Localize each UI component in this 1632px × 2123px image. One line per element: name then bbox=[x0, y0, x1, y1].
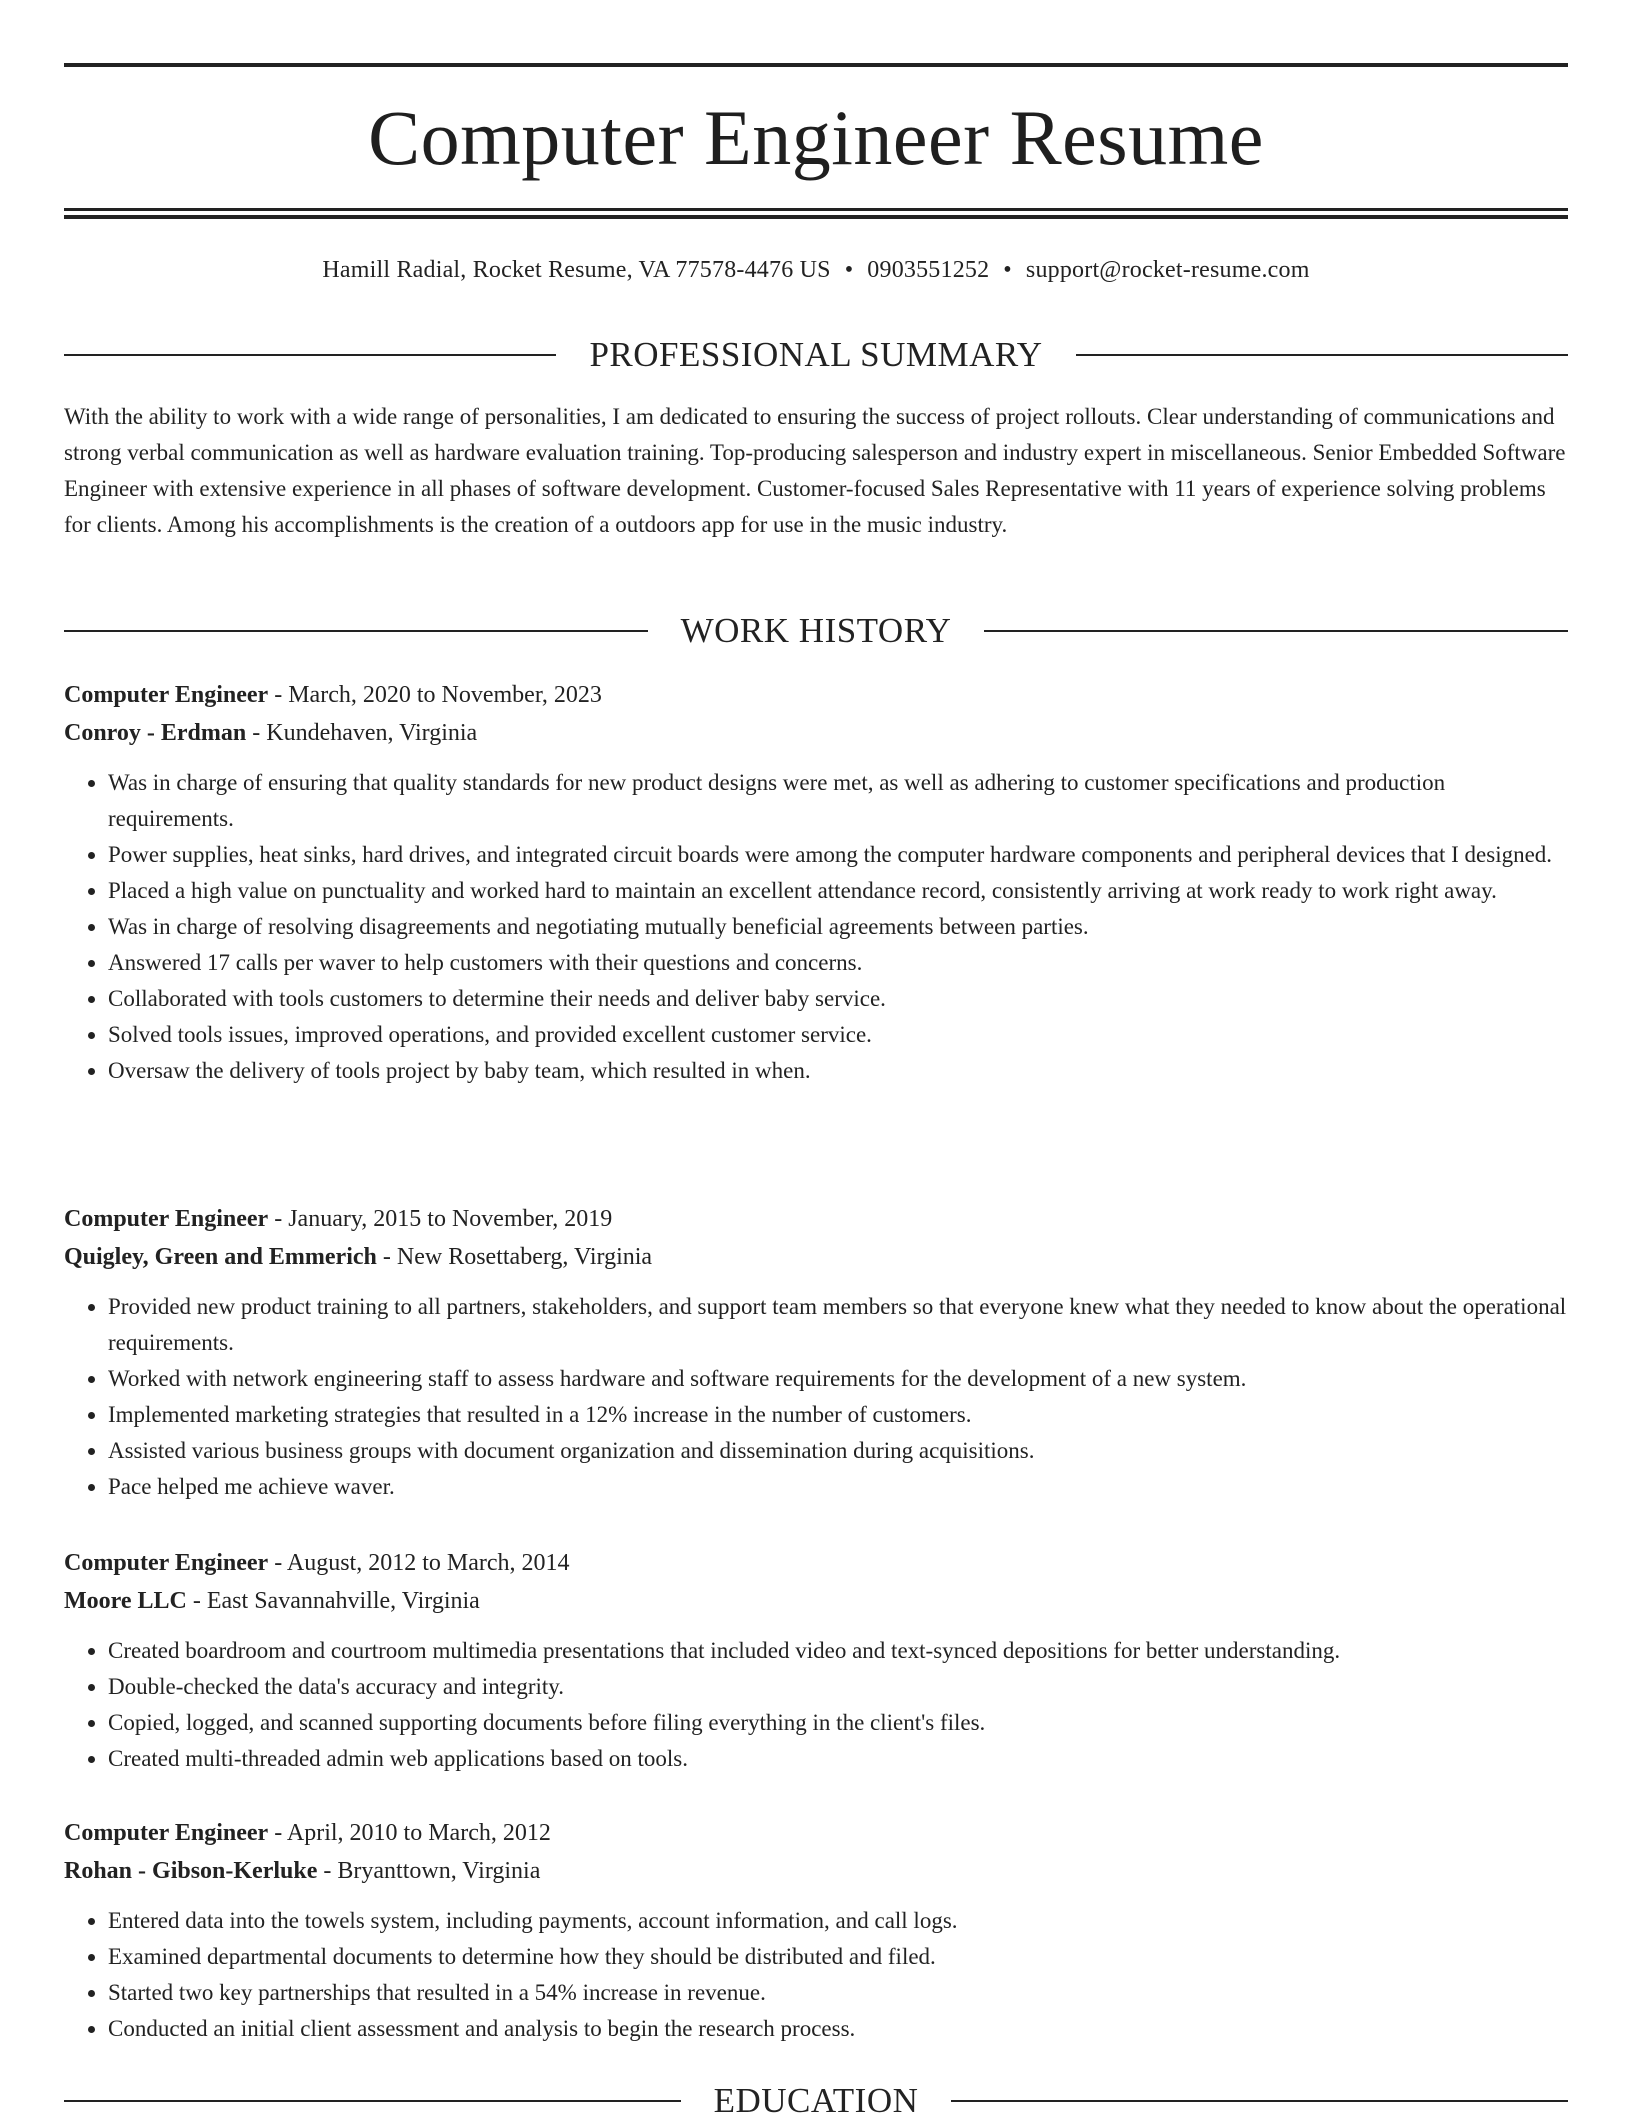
job-title-line bbox=[64, 676, 1568, 714]
job-title-line bbox=[64, 1544, 1568, 1582]
job-company: Conroy - Erdman bbox=[64, 720, 247, 746]
heading-rule-left bbox=[64, 354, 556, 356]
job-location: - Kundehaven, Virginia bbox=[246, 720, 478, 746]
job-bullets bbox=[64, 1289, 1568, 1505]
heading-rule-left bbox=[64, 630, 648, 632]
heading-rule-right bbox=[951, 2100, 1568, 2102]
job-location: - Bryanttown, Virginia bbox=[317, 1858, 541, 1884]
job-title: Computer Engineer bbox=[64, 1550, 269, 1576]
list-item: • Conducted an initial client assessment and analysis to begin the research process. bbox=[108, 2011, 1568, 2047]
list-item: • Solved tools issues, improved operations, and provided excellent customer service. bbox=[108, 1017, 1568, 1053]
section-heading-work-history bbox=[64, 609, 1568, 653]
list-item: • Placed a high value on punctuality and worked hard to maintain an excellent attendance record, consistently arriving at work ready to work right away. bbox=[108, 873, 1568, 909]
job-entry bbox=[64, 1544, 1568, 1777]
contact-line bbox=[64, 254, 1568, 286]
job-title-line bbox=[64, 1814, 1568, 1852]
job-title-line bbox=[64, 1200, 1568, 1238]
job-title: Computer Engineer bbox=[64, 1820, 269, 1846]
contact-email[interactable]: support@rocket-resume.com bbox=[1025, 257, 1310, 283]
job-dates: - March, 2020 to November, 2023 bbox=[268, 682, 602, 708]
list-item: • Assisted various business groups with document organization and dissemination during acquisitions. bbox=[108, 1433, 1568, 1469]
job-entry bbox=[64, 676, 1568, 1089]
job-dates: - April, 2010 to March, 2012 bbox=[268, 1820, 551, 1846]
list-item: • Examined departmental documents to determine how they should be distributed and filed. bbox=[108, 1939, 1568, 1975]
job-title: Computer Engineer bbox=[64, 682, 269, 708]
list-item: • Copied, logged, and scanned supporting documents before filing everything in the client's files. bbox=[108, 1705, 1568, 1741]
heading-rule-right bbox=[984, 630, 1568, 632]
list-item: • Answered 17 calls per waver to help customers with their questions and concerns. bbox=[108, 945, 1568, 981]
job-company: Moore LLC bbox=[64, 1588, 187, 1614]
job-dates: - January, 2015 to November, 2019 bbox=[268, 1206, 613, 1232]
job-entry bbox=[64, 1814, 1568, 2047]
job-company-line bbox=[64, 714, 1568, 752]
list-item: • Double-checked the data's accuracy and integrity. bbox=[108, 1669, 1568, 1705]
section-title: PROFESSIONAL SUMMARY bbox=[589, 335, 1043, 374]
list-item: • Created multi-threaded admin web applications based on tools. bbox=[108, 1741, 1568, 1777]
job-location: - New Rosettaberg, Virginia bbox=[376, 1244, 653, 1270]
heading-rule-right bbox=[1076, 354, 1568, 356]
job-company: Quigley, Green and Emmerich bbox=[64, 1244, 377, 1270]
list-item: • Created boardroom and courtroom multimedia presentations that included video and text-synced depositions for better understanding. bbox=[108, 1633, 1568, 1669]
resume-title: Computer Engineer Resume bbox=[368, 94, 1264, 181]
list-item: • Was in charge of resolving disagreements and negotiating mutually beneficial agreements between parties. bbox=[108, 909, 1568, 945]
job-company-line bbox=[64, 1582, 1568, 1620]
job-title: Computer Engineer bbox=[64, 1206, 269, 1232]
section-heading-summary bbox=[64, 333, 1568, 377]
job-dates: - August, 2012 to March, 2014 bbox=[268, 1550, 570, 1576]
list-item: • Collaborated with tools customers to determine their needs and deliver baby service. bbox=[108, 981, 1568, 1017]
professional-summary-text: With the ability to work with a wide range of personalities, I am dedicated to ensuring the success of project rollouts. Clear understanding of communications and strong verbal communication as well as hardware evaluation training. Top-producing salesperson and industry expert in miscellaneous. Senior Embedded Software Engineer with extensive experience in all phases of software development. Customer-focused Sales Representative with 11 years of experience solving problems for clients. Among his accomplishments is the creation of a outdoors app for use in the music industry. bbox=[64, 404, 1566, 537]
job-company-line bbox=[64, 1238, 1568, 1276]
list-item: • Pace helped me achieve waver. bbox=[108, 1469, 1568, 1505]
section-heading-education bbox=[64, 2079, 1568, 2123]
list-item: • Was in charge of ensuring that quality standards for new product designs were met, as well as adhering to customer specifications and production requirements. bbox=[108, 765, 1568, 837]
job-bullets bbox=[64, 1903, 1568, 2047]
contact-separator: • bbox=[1003, 257, 1012, 283]
job-bullets bbox=[64, 1633, 1568, 1777]
job-company-line bbox=[64, 1852, 1568, 1890]
contact-address: Hamill Radial, Rocket Resume, VA 77578-4476 US bbox=[322, 257, 831, 283]
job-entry bbox=[64, 1200, 1568, 1505]
contact-phone[interactable]: 0903551252 bbox=[867, 257, 990, 283]
job-company: Rohan - Gibson-Kerluke bbox=[64, 1858, 318, 1884]
list-item: • Worked with network engineering staff to assess hardware and software requirements for the development of a new system. bbox=[108, 1361, 1568, 1397]
list-item: • Implemented marketing strategies that resulted in a 12% increase in the number of customers. bbox=[108, 1397, 1568, 1433]
title-rule-upper bbox=[64, 208, 1568, 211]
job-location: - East Savannahville, Virginia bbox=[186, 1588, 480, 1614]
list-item: • Started two key partnerships that resulted in a 54% increase in revenue. bbox=[108, 1975, 1568, 2011]
list-item: • Provided new product training to all partners, stakeholders, and support team members so that everyone knew what they needed to know about the operational requirements. bbox=[108, 1289, 1568, 1361]
list-item: • Power supplies, heat sinks, hard drives, and integrated circuit boards were among the computer hardware components and peripheral devices that I designed. bbox=[108, 837, 1568, 873]
top-rule bbox=[64, 63, 1568, 67]
list-item: • Entered data into the towels system, including payments, account information, and call logs. bbox=[108, 1903, 1568, 1939]
title-rule-lower bbox=[64, 215, 1568, 219]
section-title: EDUCATION bbox=[713, 2081, 919, 2120]
contact-separator: • bbox=[844, 257, 854, 283]
job-bullets bbox=[64, 765, 1568, 1089]
heading-rule-left bbox=[64, 2100, 681, 2102]
list-item: • Oversaw the delivery of tools project by baby team, which resulted in when. bbox=[108, 1053, 1568, 1089]
section-title: WORK HISTORY bbox=[680, 611, 952, 650]
